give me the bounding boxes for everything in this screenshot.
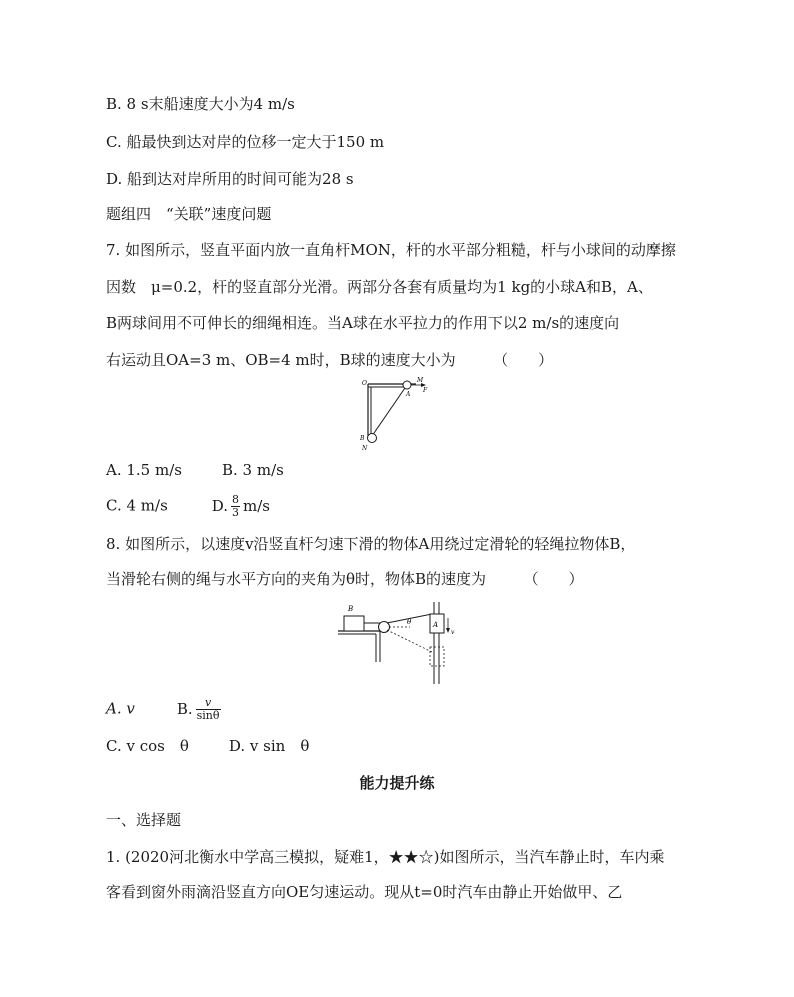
q8-label-b: B [348, 605, 354, 613]
q7-options-ab [106, 460, 284, 480]
q7-figure [360, 376, 430, 454]
q8-option-c: C. v cos θ [106, 737, 189, 755]
option-q6-d: D. 船到达对岸所用的时间可能为28 s [106, 170, 354, 188]
q7-line-4: 右运动且OA=3 m、OB=4 m时，B球的速度大小为 （ ） [106, 351, 554, 369]
q7-option-b: B. 3 m/s [221, 461, 284, 479]
q8-figure [334, 598, 464, 688]
q8-line-1: 8. 如图所示，以速度v沿竖直杆匀速下滑的物体A用绕过定滑轮的轻绳拉物体B， [106, 535, 636, 553]
q7-label-b: B [360, 435, 365, 442]
option-q6-b: B. 8 s末船速度大小为4 m/s [106, 95, 295, 113]
q1-line-2: 客看到窗外雨滴沿竖直方向OE匀速运动。现从t=0时汽车由静止开始做甲、乙 [106, 883, 623, 901]
q8-label-a: A [433, 621, 439, 629]
q8-line-2: 当滑轮右侧的绳与水平方向的夹角为θ时，物体B的速度为 （ ） [106, 570, 584, 588]
q8-label-theta: θ [407, 618, 412, 626]
q7-line-1: 7. 如图所示，竖直平面内放一直角杆MON，杆的水平部分粗糙，杆与小球间的动摩擦 [106, 241, 676, 259]
q7-label-n: N [362, 445, 368, 452]
q7-option-d: D. $\frac{8}{3}$ m/s [211, 493, 271, 519]
q7-option-c: C. 4 m/s [106, 496, 168, 515]
q7-label-f: F [423, 387, 428, 394]
q8-options-cd [106, 736, 309, 756]
q8-options-ab [106, 697, 224, 722]
q7-option-a: A. 1.5 m/s [106, 461, 182, 479]
option-q6-c: C. 船最快到达对岸的位移一定大于150 m [106, 133, 385, 151]
q7-options-cd [106, 494, 270, 519]
q8-option-a: A. v [106, 699, 135, 718]
q8-label-v: v [451, 629, 455, 636]
section-title: 能力提升练 [359, 774, 435, 792]
q7-label-o: O [362, 380, 367, 387]
q8-option-d: D. v sin θ [228, 737, 310, 755]
group-heading: 题组四 “关联”速度问题 [106, 205, 272, 223]
q8-option-b: B. $\frac{v}{\sin\theta}$ [176, 696, 220, 722]
q7-label-a: A [406, 391, 411, 398]
q7-label-m: M [417, 377, 424, 384]
q7-line-2: 因数 μ=0.2，杆的竖直部分光滑。两部分各套有质量均为1 kg的小球A和B，A、 [106, 278, 653, 296]
q7-line-3: B两球间用不可伸长的细绳相连。当A球在水平拉力的作用下以2 m/s的速度向 [106, 314, 620, 332]
q1-line-1: 1. (2020河北衡水中学高三模拟，疑难1，★★☆)如图所示，当汽车静止时，车内乘 [106, 848, 665, 866]
subsection-title: 一、选择题 [106, 811, 182, 829]
